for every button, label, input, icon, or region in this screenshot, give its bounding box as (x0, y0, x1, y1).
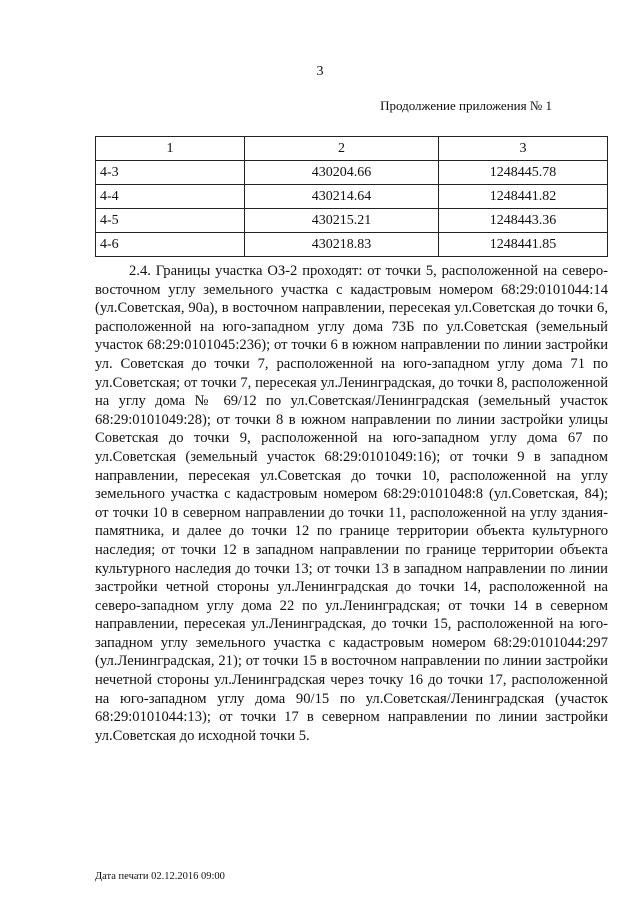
table-cell-x: 430218.83 (245, 233, 439, 257)
table-cell-x: 430204.66 (245, 161, 439, 185)
table-row (96, 161, 608, 185)
page-number: 3 (316, 64, 324, 79)
table-header-row (96, 137, 608, 161)
table-cell-x: 430215.21 (245, 209, 439, 233)
table-row (96, 185, 608, 209)
table-header-cell: 3 (439, 137, 608, 161)
boundary-description-paragraph: 2.4. Границы участка ОЗ-2 проходят: от точки 5, расположенной на северо-восточном углу земельного участка с кадастровым номером 68:29:0101044:14 (ул.Советская, 90а), в восточном направлении, пересекая ул.Советская до точки 6, расположенной на юго-западном углу дома 73Б по ул.Советская (земельный участок 68:29:0101045:236); от точки 6 в южном направлении по линии застройки ул. Советская до точки 7, расположенной на юго-западном углу дома 71 по ул.Советская; от точки 7, пересекая ул.Ленинградская, до точки 8, расположенной на углу дома № 69/12 по ул.Советская/Ленинградская (земельный участок 68:29:0101049:28); от точки 8 в южном направлении по линии застройки улицы Советская до точки 9, расположенной на юго-западном углу дома 67 по ул.Советская (земельный участок 68:29:0101049:16); от точки 9 в западном направлении, пересекая ул.Советская до точки 10, расположенной на углу земельного участка с кадастровым номером 68:29:0101048:8 (ул.Советская, 84); от точки 10 в северном направлении до точки 11, расположенной на углу здания-памятника, и далее до точки 12 по границе территории объекта культурного наследия; от точки 12 в западном направлении по границе территории объекта культурного наследия до точки 13; от точки 13 в западном направлении по линии застройки четной стороны ул.Ленинградская до точки 14, расположенной на северо-западном углу дома 22 по ул.Ленинградская; от точки 14 в северном направлении, пересекая ул.Ленинградская, до точки 15, расположенной на юго-западном углу земельного участка с кадастровым номером 68:29:0101044:297 (ул.Ленинградская, 21); от точки 15 в восточном направлении по линии застройки нечетной стороны ул.Ленинградская через точку 16 до точки 17, расположенной на юго-западном углу дома 90/15 по ул.Советская/Ленинградская (участок 68:29:0101044:13); от точки 17 в северном направлении по линии застройки ул.Советская до исходной точки 5. (95, 263, 608, 744)
table-cell-point: 4-5 (96, 209, 245, 233)
table-row (96, 209, 608, 233)
table-row (96, 233, 608, 257)
table-header-cell: 2 (245, 137, 439, 161)
table-header-cell: 1 (96, 137, 245, 161)
table-cell-y: 1248441.82 (439, 185, 608, 209)
print-date-footer: Дата печати 02.12.2016 09:00 (95, 871, 225, 882)
table-cell-y: 1248445.78 (439, 161, 608, 185)
appendix-note: Продолжение приложения № 1 (380, 98, 552, 113)
table-cell-x: 430214.64 (245, 185, 439, 209)
table-cell-point: 4-4 (96, 185, 245, 209)
table-cell-point: 4-3 (96, 161, 245, 185)
table-cell-point: 4-6 (96, 233, 245, 257)
coordinates-table (95, 136, 608, 257)
table-cell-y: 1248443.36 (439, 209, 608, 233)
table-cell-y: 1248441.85 (439, 233, 608, 257)
